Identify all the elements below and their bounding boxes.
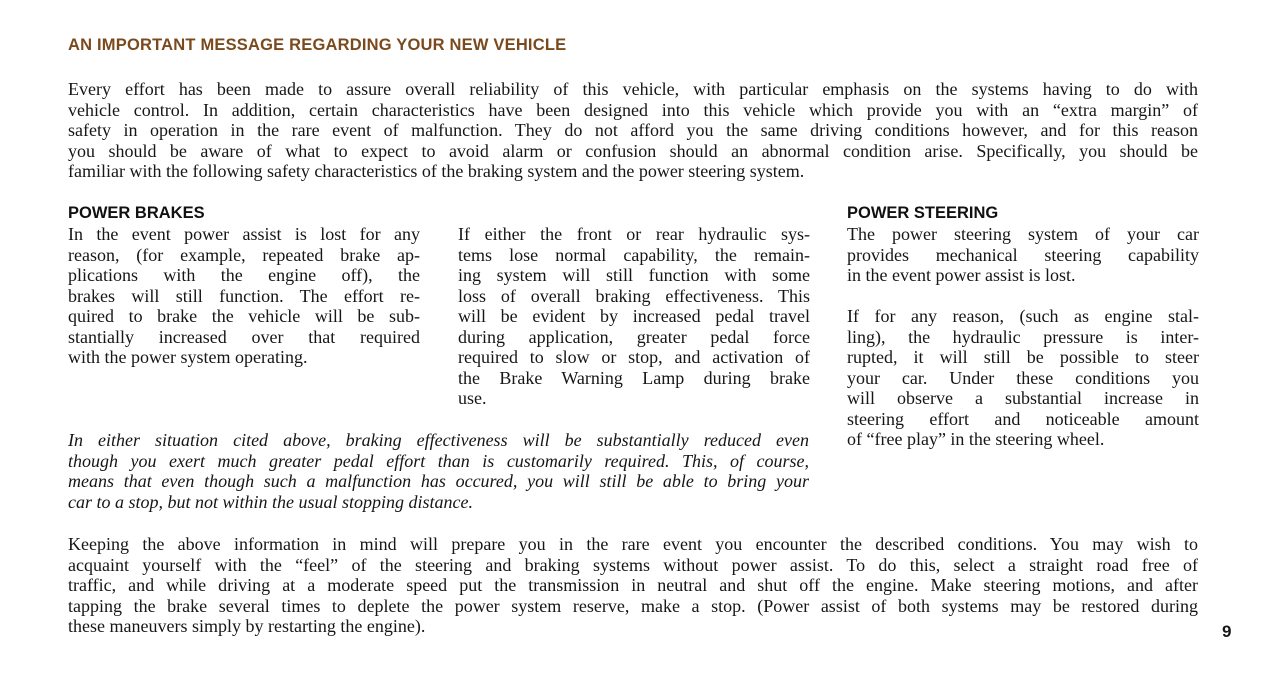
text-line: In the event power assist is lost for any [68,224,420,244]
text-line: quired to brake the vehicle will be sub- [68,306,420,326]
text-line: will be evident by increased pedal travel [458,306,810,326]
closing-paragraph [68,534,1198,637]
text-line: reason, (for example, repeated brake ap- [68,244,420,265]
intro-paragraph [68,79,1198,182]
power-steering-paragraph-1 [847,224,1199,286]
text-line: ling), the hydraulic pressure is inter- [847,326,1199,347]
text-line: tems lose normal capability, the remain- [458,244,810,265]
text-line: acquaint yourself with the “feel” of the steering and braking systems without power assist. To do this, select a straight road free of [68,554,1198,575]
text-line: your car. Under these conditions you [847,367,1199,388]
text-line: The power steering system of your car [847,224,1199,244]
text-line: though you exert much greater pedal effort than is customarily required. This, of course, [68,450,809,471]
power-steering-paragraph-2 [847,306,1199,450]
page-number: 9 [1222,622,1232,641]
text-line: rupted, it will still be possible to steer [847,347,1199,367]
text-line: traffic, and while driving at a moderate speed put the transmission in neutral and shut off the engine. Make steering motions, and after [68,575,1198,595]
text-line: in the event power assist is lost. [847,265,1076,285]
text-line: brakes will still function. The effort re- [68,285,420,306]
text-line: In either situation cited above, braking effectiveness will be substantially reduced even [68,430,809,450]
power-steering-heading: POWER STEERING [847,204,999,222]
text-line: plications with the engine off), the [68,265,420,285]
text-line: familiar with the following safety characteristics of the braking system and the power steering system. [68,161,805,181]
text-line: you should be aware of what to expect to avoid alarm or confusion should an abnormal condition arise. Specifically, you should be [68,140,1198,161]
text-line: car to a stop, but not within the usual stopping distance. [68,491,473,512]
text-line: required to slow or stop, and activation of [458,347,810,367]
page-title: AN IMPORTANT MESSAGE REGARDING YOUR NEW VEHICLE [68,36,567,54]
text-line: provides mechanical steering capability [847,244,1199,265]
text-line: tapping the brake several times to deplete the power system reserve, make a stop. (Power assist of both systems may be restored during [68,595,1198,616]
text-line: If either the front or rear hydraulic sys- [458,224,810,244]
text-line: Keeping the above information in mind will prepare you in the rare event you encounter the described conditions. You may wish to [68,534,1198,554]
text-line: use. [458,388,487,408]
text-line: Every effort has been made to assure overall reliability of this vehicle, with particular emphasis on the systems having to do with [68,79,1198,99]
text-line: vehicle control. In addition, certain characteristics have been designed into this vehicle which provide you with an “extra margin” of [68,99,1198,120]
text-line: the Brake Warning Lamp during brake [458,367,810,388]
power-brakes-heading: POWER BRAKES [68,204,205,222]
text-line: of “free play” in the steering wheel. [847,429,1105,449]
power-brakes-column-1 [68,224,420,368]
text-line: loss of overall braking effectiveness. This [458,285,810,306]
text-line: with the power system operating. [68,347,308,367]
text-line: stantially increased over that required [68,326,420,347]
text-line: during application, greater pedal force [458,326,810,347]
text-line: safety in operation in the rare event of malfunction. They do not afford you the same driving conditions however, and for this reason [68,120,1198,140]
power-brakes-column-2 [458,224,810,409]
text-line: these maneuvers simply by restarting the engine). [68,616,426,636]
text-line: means that even though such a malfunction has occured, you will still be able to bring your [68,471,809,491]
text-line: will observe a substantial increase in [847,388,1199,408]
power-brakes-note [68,430,809,512]
text-line: If for any reason, (such as engine stal- [847,306,1199,326]
text-line: ing system will still function with some [458,265,810,285]
text-line: steering effort and noticeable amount [847,408,1199,429]
